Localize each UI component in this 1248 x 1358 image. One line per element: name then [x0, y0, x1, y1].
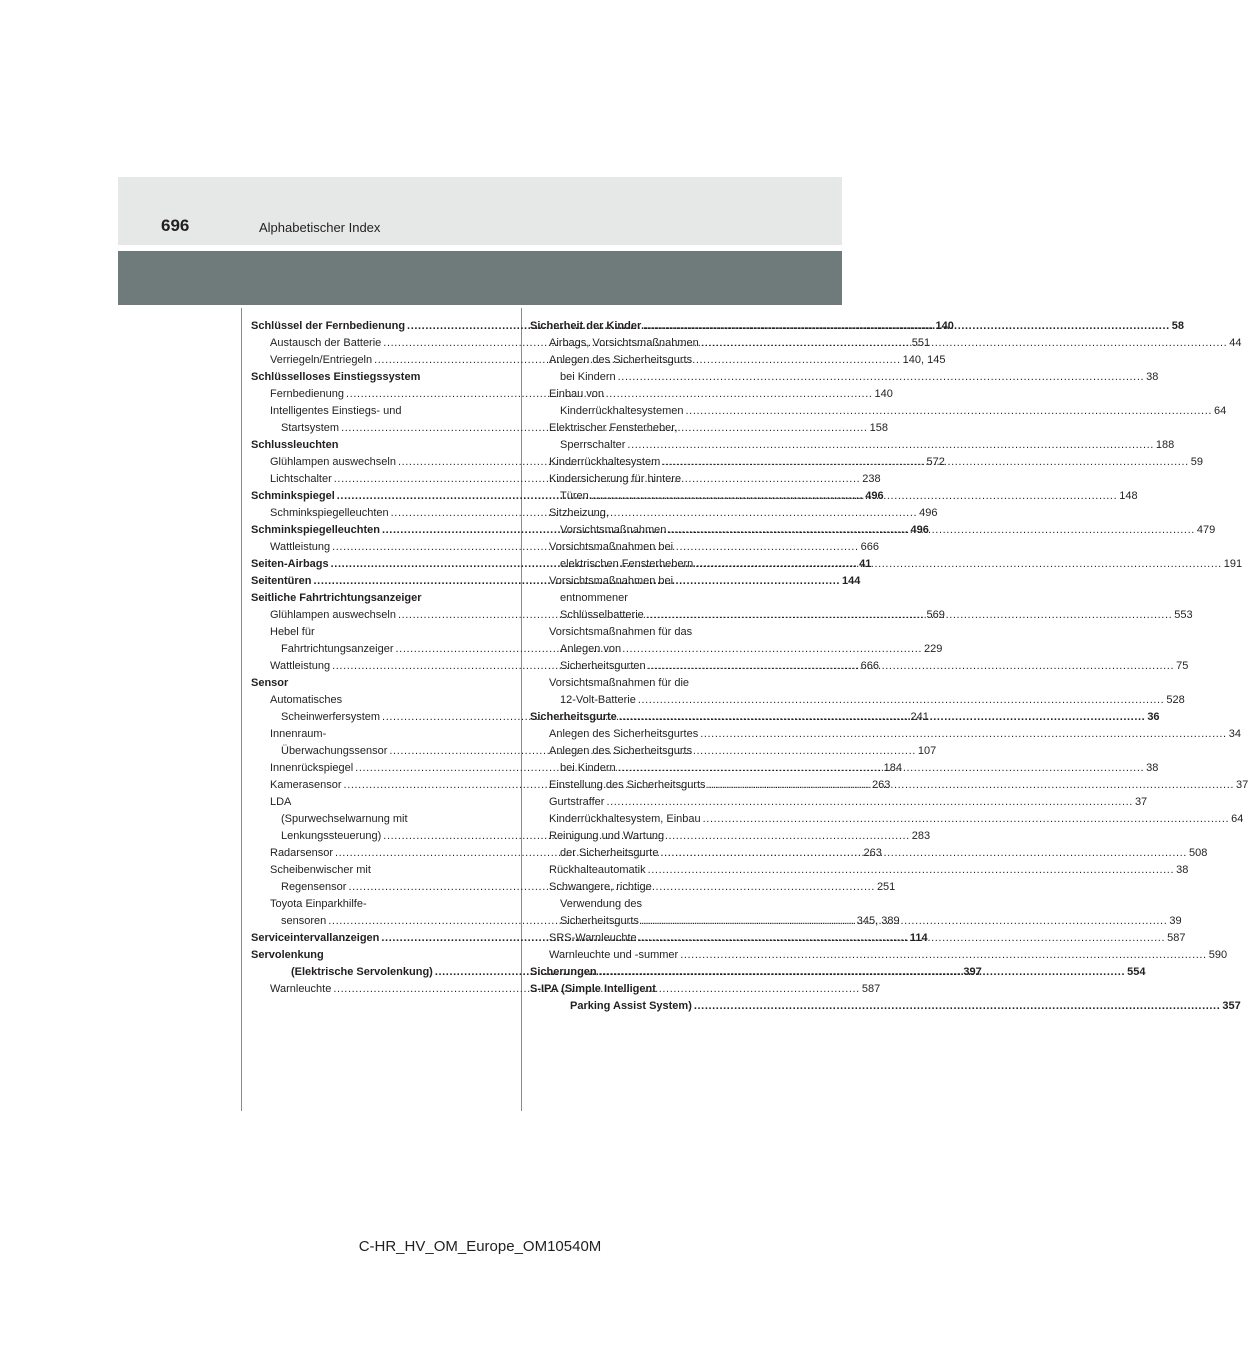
index-entry-term: Sicherheitsgurte [530, 711, 617, 723]
dot-leader [660, 845, 1187, 862]
index-entry-term: Automatisches [270, 694, 343, 706]
index-entry-page: 140, 145 [902, 354, 946, 366]
index-entry-term: der Sicherheitsgurte [560, 847, 659, 859]
index-entry-term: Anlegen des Sicherheitsgurts [549, 745, 693, 757]
dot-leader [646, 607, 1173, 624]
index-entry-term: sensoren [281, 915, 327, 927]
index-entry-term: Toyota Einparkhilfe- [270, 898, 367, 910]
index-entry-term: Sicherheitsgurten [560, 660, 646, 672]
dot-leader [648, 862, 1175, 879]
index-entry [530, 981, 751, 998]
index-entry [530, 437, 1175, 454]
header-band [118, 177, 842, 245]
index-entry-term: Innenrückspiegel [270, 762, 354, 774]
index-entry-term: Anlegen des Sicherheitsgurtes [549, 728, 699, 740]
index-entry-term: Parking Assist System) [570, 1000, 692, 1012]
index-entry-term: Lichtschalter [270, 473, 332, 485]
index-entry-page: 158 [869, 422, 888, 434]
dot-leader [639, 930, 1166, 947]
index-entry-term: Warnleuchte und -summer [549, 949, 679, 961]
index-entry-page: 37 [1236, 779, 1248, 791]
index-entry-term: Kindersicherung für hintere [549, 473, 682, 485]
dot-leader [648, 658, 1175, 675]
index-entry-page: 666 [860, 660, 879, 672]
index-entry-term: Lenkungssteuerung) [281, 830, 382, 842]
index-entry-page: 569 [926, 609, 945, 621]
index-entry-term: Austausch der Batterie [270, 337, 382, 349]
index-entry [530, 505, 751, 522]
index-entry-term: Kinderrückhaltesystemen [560, 405, 684, 417]
index-entry [530, 675, 751, 692]
dot-leader [643, 318, 1170, 335]
index-entry-page: 184 [883, 762, 903, 774]
index-entry-term: Schlüsselbatterie [560, 609, 644, 621]
index-entry-term: Fahrtrichtungsanzeiger [281, 643, 394, 655]
index-entry [530, 352, 751, 369]
index-entry [251, 896, 472, 913]
index-entry [530, 794, 1148, 811]
index-entry-term: Schminkspiegel [251, 490, 335, 502]
dot-leader [618, 760, 1145, 777]
index-entry-page: 345, 389 [856, 915, 900, 927]
index-entry-page: 283 [911, 830, 931, 842]
index-entry-term: (Spurwechselwarnung mit [281, 813, 408, 825]
dot-leader [694, 998, 1221, 1015]
dot-leader [680, 947, 1207, 964]
index-entry [530, 471, 751, 488]
index-entry-term: Sicherheit der Kinder [530, 320, 642, 332]
index-entry-page: 64 [1231, 813, 1244, 825]
index-entry-page: 241 [910, 711, 929, 723]
index-entry [530, 590, 751, 607]
index-entry [251, 794, 472, 811]
index-entry-term: Glühlampen auswechseln [270, 609, 396, 621]
index-entry-term: Rückhalteautomatik [549, 864, 646, 876]
index-entry-term: (Elektrische Servolenkung) [291, 966, 433, 978]
index-entry-page: 38 [1146, 762, 1159, 774]
index-entry-term: Wattleistung [270, 660, 331, 672]
index-entry-term: bei Kindern [560, 762, 616, 774]
dot-leader [618, 369, 1145, 386]
index-entry-term: Kamerasensor [270, 779, 342, 791]
index-entry [530, 862, 1189, 879]
index-entry [530, 726, 1241, 743]
index-entry-term: Sitzheizung, [549, 507, 609, 519]
dot-leader [627, 437, 1154, 454]
index-entry-page: 397 [963, 966, 982, 978]
index-entry-term: 12-Volt-Batterie [560, 694, 636, 706]
index-entry-page: 75 [1176, 660, 1189, 672]
index-entry-page: 229 [924, 643, 943, 655]
index-entry-page: 496 [910, 524, 929, 536]
index-entry-term: Kinderrückhaltesystem [549, 456, 661, 468]
index-entry-page: 572 [926, 456, 945, 468]
index-entry [530, 369, 1159, 386]
index-entry-page: 666 [860, 541, 879, 553]
index-entry-page: 64 [1214, 405, 1227, 417]
index-entry [251, 811, 472, 828]
index-entry-term: Seiten-Airbags [251, 558, 329, 570]
index-entry [251, 862, 472, 879]
index-entry-page: 587 [1167, 932, 1186, 944]
dot-leader [641, 913, 1168, 930]
index-entry-page: 496 [919, 507, 938, 519]
index-entry-term: Scheinwerfersystem [281, 711, 381, 723]
index-entry [530, 573, 751, 590]
dot-leader [662, 454, 1189, 471]
index-entry [251, 726, 472, 743]
dot-leader [700, 726, 1227, 743]
dot-leader [701, 335, 1228, 352]
index-entry [530, 811, 1244, 828]
index-entry-term: Sicherheitsgurts [560, 915, 639, 927]
index-entry-page: 38 [1146, 371, 1159, 383]
index-entry [530, 743, 751, 760]
index-entry-term: Warnleuchte [270, 983, 332, 995]
index-entry-term: Radarsensor [270, 847, 333, 859]
page-number: 696 [161, 216, 190, 235]
index-entry [251, 369, 472, 386]
index-entry-page: 38 [1176, 864, 1189, 876]
footer-doc-id: C-HR_HV_OM_Europe_OM10540M [358, 1238, 602, 1255]
index-entry-term: Anlegen des Sicherheitsgurts [549, 354, 693, 366]
index-entry-page: 263 [863, 847, 882, 859]
column-divider-left [241, 308, 242, 1111]
dot-leader [606, 794, 1133, 811]
index-entry-term: Kinderrückhaltesystem, Einbau [549, 813, 701, 825]
index-entry-term: Regensensor [281, 881, 347, 893]
index-entry [251, 624, 472, 641]
index-entry-page: 553 [1174, 609, 1193, 621]
dot-leader [638, 692, 1165, 709]
index-entry-page: 36 [1147, 711, 1160, 723]
index-entry-page: 508 [1188, 847, 1208, 859]
index-entry-page: 44 [1229, 337, 1242, 349]
index-entry-term: elektrischen Fensterhebern [560, 558, 694, 570]
index-entry-page: 144 [842, 575, 861, 587]
index-entry [530, 896, 751, 913]
index-entry [251, 437, 472, 454]
index-entry-term: Fernbedienung [270, 388, 345, 400]
index-entry-page: 107 [917, 745, 937, 757]
index-entry [530, 641, 751, 658]
index-entry [530, 386, 751, 403]
index-entry-page: 114 [909, 932, 928, 944]
index-entry-term: Schminkspiegelleuchten [270, 507, 389, 519]
index-entry-term: Scheibenwischer mit [270, 864, 371, 876]
index-entry-page: 148 [1119, 490, 1138, 502]
index-entry-term: SRS-Warnleuchte [549, 932, 637, 944]
index-entry-term: Servolenkung [251, 949, 324, 961]
index-entry-page: 37 [1134, 796, 1148, 808]
index-entry [251, 590, 472, 607]
dot-leader [619, 709, 1146, 726]
index-entry-term: Vorsichtsmaßnahmen [560, 524, 667, 536]
index-entry-page: 554 [1127, 966, 1146, 978]
dot-leader [695, 556, 1222, 573]
index-entry-term: Schminkspiegelleuchten [251, 524, 380, 536]
dot-leader [599, 964, 1126, 981]
index-entry-page: 191 [1223, 558, 1243, 570]
index-entry-term: Intelligentes Einstiegs- und [270, 405, 402, 417]
index-entry-term: Schlüsselloses Einstiegssystem [251, 371, 421, 383]
index-entry-page: 590 [1208, 949, 1228, 961]
index-entry-page: 251 [876, 881, 896, 893]
index-entry-page: 357 [1222, 1000, 1241, 1012]
index-entry-term: Startsystem [281, 422, 340, 434]
index-entry [530, 403, 1227, 420]
index-entry-term: Sensor [251, 677, 289, 689]
index-entry [530, 624, 751, 641]
index-entry-term: Airbags, Vorsichtsmaßnahmen [549, 337, 699, 349]
index-entry-page: 587 [861, 983, 881, 995]
index-entry-page: 140 [874, 388, 893, 400]
index-entry-term: Serviceintervallanzeigen [251, 932, 380, 944]
index-entry [530, 879, 751, 896]
page-title: Alphabetischer Index [259, 220, 381, 235]
index-entry-page: 58 [1171, 320, 1185, 332]
index-entry [530, 998, 1241, 1015]
index-entry-term: Hebel für [270, 626, 315, 638]
index-entry-page: 59 [1190, 456, 1204, 468]
index-entry-term: entnommener [560, 592, 628, 604]
index-entry-term: Gurtstraffer [549, 796, 605, 808]
dot-leader [686, 403, 1213, 420]
dot-leader [708, 777, 1235, 794]
index-entry-term: Sicherungen [530, 966, 597, 978]
index-entry [530, 692, 1185, 709]
index-entry-page: 496 [865, 490, 884, 502]
dot-leader [668, 522, 1195, 539]
index-entry-term: Seitentüren [251, 575, 312, 587]
index-entry-term: S-IPA (Simple Intelligent [530, 983, 656, 995]
index-entry-term: Schwangere, richtige [549, 881, 652, 893]
index-entry-term: bei Kindern [560, 371, 616, 383]
index-entry [530, 947, 1228, 964]
index-entry-term: Innenraum- [270, 728, 327, 740]
index-entry [530, 828, 751, 845]
index-entry-term: LDA [270, 796, 292, 808]
index-entry-page: 479 [1196, 524, 1216, 536]
index-entry-term: Verwendung des [560, 898, 642, 910]
index-entry-term: Seitliche Fahrtrichtungsanzeiger [251, 592, 422, 604]
index-entry-term: Glühlampen auswechseln [270, 456, 396, 468]
index-entry-term: Schlussleuchten [251, 439, 339, 451]
index-entry-term: Einstellung des Sicherheitsgurts [549, 779, 706, 791]
index-entry-page: 41 [859, 558, 872, 570]
index-entry-term: Einbau von [549, 388, 605, 400]
index-entry [251, 403, 472, 420]
index-entry-term: Überwachungssensor [281, 745, 388, 757]
index-entry-term: Vorsichtsmaßnahmen bei [549, 541, 674, 553]
index-entry-term: Schlüssel der Fernbedienung [251, 320, 406, 332]
index-entry-page: 238 [862, 473, 881, 485]
index-entry-term: Sperrschalter [560, 439, 626, 451]
index-entry [251, 947, 472, 964]
header-bar [118, 251, 842, 305]
index-entry [251, 692, 472, 709]
index-entry-term: Wattleistung [270, 541, 331, 553]
index-entry-term: Vorsichtsmaßnahmen für die [549, 677, 690, 689]
index-entry [251, 675, 472, 692]
index-entry-term: Vorsichtsmaßnahmen bei [549, 575, 674, 587]
index-entry-page: 263 [872, 779, 891, 791]
dot-leader [703, 811, 1230, 828]
index-entry-term: Vorsichtsmaßnahmen für das [549, 626, 693, 638]
index-entry-term: Elektrischer Fensterheber, [549, 422, 678, 434]
index-entry-page: 188 [1155, 439, 1175, 451]
index-entry-page: 140 [935, 320, 954, 332]
index-entry-term: Reinigung und Wartung [549, 830, 665, 842]
index-entry [530, 420, 751, 437]
index-entry-term: Verriegeln/Entriegeln [270, 354, 373, 366]
index-entry-page: 551 [911, 337, 931, 349]
index-entry-term: Anlegen von [560, 643, 622, 655]
index-entry-page: 528 [1166, 694, 1185, 706]
dot-leader [591, 488, 1118, 505]
index-entry-page: 39 [1169, 915, 1182, 927]
index-entry-term: Türen [560, 490, 589, 502]
index-entry [530, 539, 751, 556]
index-entry-page: 34 [1228, 728, 1241, 740]
